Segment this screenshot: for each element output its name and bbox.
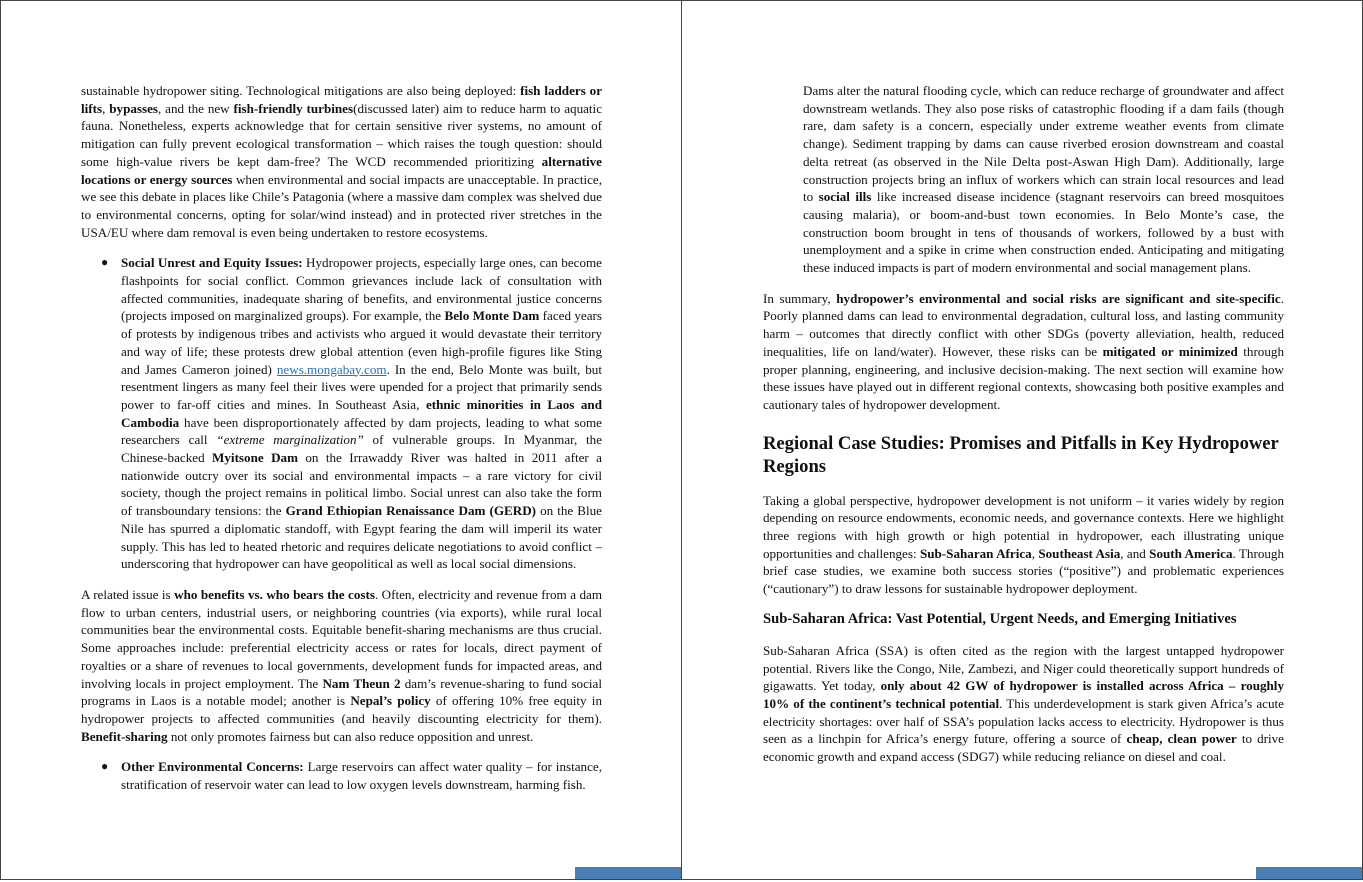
bold-text: bypasses (109, 100, 159, 116)
bold-text: Myitsone Dam (212, 450, 298, 466)
source-link[interactable]: news.mongabay.com (276, 361, 387, 377)
bold-text: Sub-Saharan Africa (919, 545, 1032, 561)
bold-text: who benefits vs. who bears the costs (174, 586, 375, 602)
page-corner-tab (575, 867, 681, 879)
text-run: like increased disease incidence (stagnant reservoirs can breed mosquitoes causing malaria), or boom-and-bust town economies. In Belo Monte’s case, the construction boom brought in tens of thousands of workers, followed by a bust with unemployment and a spike in crime when construction ended. Anticipating and mitigating these induced impacts is part of modern environmental and social management plans. (803, 189, 1284, 276)
bold-text: Nepal’s policy (350, 693, 431, 709)
bold-text: social ills (818, 189, 872, 205)
text-run: , (1031, 545, 1039, 561)
bullet-list-environment (81, 758, 602, 793)
text-run: (discussed later) aim to reduce harm to aquatic fauna. Nonetheless, experts acknowledge that for certain sensitive river systems, no amount of mitigation can fully prevent ecological transformation – which raises the tough question: should some high-value rivers be kept dam-free? The WCD recommended prioritizing (81, 100, 603, 169)
bold-text: ethnic minorities in Laos and Cambodia (121, 396, 602, 430)
paragraph-regional-intro (763, 492, 1284, 598)
text-run: have been disproportionately affected by dam projects, leading to what some researchers call (121, 414, 602, 448)
text-run: faced years of protests by indigenous tribes and activists who argued it would devastate their territory and way of life; these protests drew global attention (even high-profile figures like Sting and James Cameron joined) (121, 308, 603, 377)
bold-text: cheap, clean power (1126, 731, 1237, 747)
text-run: dam’s revenue-sharing to fund social programs in Laos is a notable model; another is (81, 675, 602, 709)
text-run: through proper planning, engineering, and inclusive decision-making. The next section will examine how these issues have played out in different regional contexts, showcasing both positive examples and cautionary tales of hydropower development. (763, 343, 1284, 412)
section-heading: Regional Case Studies: Promises and Pitfalls in Key Hydropower Regions (763, 432, 1279, 477)
text-run: Dams alter the natural flooding cycle, which can reduce recharge of groundwater and affect downstream wetlands. They also pose risks of catastrophic flooding if a dam fails (though rare, dam safety is a concern, especially under extreme weather events from climate change). Sediment trapping by dams can cause riverbed erosion downstream and coastal delta retreat (as observed in the Nile Delta post-Aswan High Dam). Additionally, large construction projects bring an influx of workers which can strain local resources and lead to (803, 83, 1284, 205)
page-corner-tab (1256, 867, 1362, 879)
subsection-heading: Sub-Saharan Africa: Vast Potential, Urgent Needs, and Emerging Initiatives (763, 610, 1237, 627)
bold-text: hydropower’s environmental and social risks are significant and site-specific (836, 290, 1281, 306)
bullet-social-unrest-text (121, 255, 602, 571)
bold-text: fish ladders or lifts (81, 83, 603, 116)
text-run: sustainable hydropower siting. Technological mitigations are also being deployed: (81, 83, 521, 98)
bold-text: Nam Theun 2 (322, 675, 401, 691)
bullet-other-environmental (101, 758, 602, 793)
text-run: , (102, 100, 110, 116)
bold-text: Southeast Asia (1038, 545, 1121, 561)
bold-text: mitigated or minimized (1102, 343, 1238, 359)
paragraph-mitigation (81, 82, 602, 241)
bold-text: alternative locations or energy sources (81, 153, 602, 187)
text-run: Taking a global perspective, hydropower development is not uniform – it varies widely by region depending on resource endowments, economic needs, and governance contexts. Here we highlight three regions with high growth or high potential in hydropower, each illustrating unique opportunities and challenges: (763, 492, 1284, 561)
text-run: to drive economic growth and expand access (SDG7) while reducing reliance on diesel and coal. (763, 731, 1284, 765)
text-run: when environmental and social impacts are unacceptable. In practice, we see this debate in places like Chile’s Patagonia (where a massive dam complex was shelved due to environmental concerns, opting for solar/wind instead) and in protected river stretches in the USA/EU where dam removal is even being undertaken to restore ecosystems. (81, 171, 602, 240)
text-run: on the Irrawaddy River was halted in 2011 after a nationwide outcry over its social and environmental impacts – a rare victory for civil society, though the project remains in political limbo. Social unrest can also take the form of transboundary tensions: the (121, 450, 602, 519)
left-page-body (81, 82, 602, 794)
text-run: . This underdevelopment is stark given Africa’s acute electricity shortages: over half of SSA’s population lacks access to electricity. Hydropower is thus seen as a linchpin for Africa’s energy future, offering a source of (763, 695, 1284, 747)
bold-text: Social Unrest and Equity Issues: (121, 255, 303, 271)
bullet-dot-icon: ● (101, 759, 109, 774)
text-run: . Through brief case studies, we examine both success stories (“positive”) and problematic experiences (“cautionary”) to draw lessons for sustainable hydropower deployment. (763, 545, 1285, 597)
text-run: Hydropower projects, especially large ones, can become flashpoints for social conflict. Common grievances include lack of consultation with affected communities, inadequate sharing of benefits, and environmental justice concerns (projects imposed on marginalized groups). For example, the (121, 255, 602, 324)
right-page-body (763, 82, 1284, 766)
right-page (681, 0, 1363, 880)
text-run: on the Blue Nile has spurred a diplomatic standoff, with Egypt fearing the dam will imperil its water supply. This has led to heated rhetoric and requires delicate negotiations to avoid conflict – underscoring that hydropower can have geopolitical as well as local social dimensions. (121, 503, 602, 572)
text-run: , and (1120, 545, 1150, 561)
text-run: . Poorly planned dams can lead to environmental degradation, cultural loss, and lasting community harm – outcomes that directly conflict with other SDGs (poverty alleviation, health, reduced inequalities, life on land/water). However, these risks can be (763, 290, 1284, 359)
text-run: of vulnerable groups. In Myanmar, the Chinese-backed (121, 432, 603, 466)
left-page (0, 0, 682, 880)
bold-text: Other Environmental Concerns: (121, 759, 304, 775)
text-run: A related issue is (81, 586, 175, 602)
paragraph-continued-bullet (763, 82, 1284, 277)
text-run: . In the end, Belo Monte was built, but resentment lingers as many feel their lives were upended for a project that primarily sends power to far-off cities and mines. In Southeast Asia, (121, 361, 602, 412)
text-run: not only promotes fairness but can also reduce opposition and unrest. (167, 728, 534, 744)
italic-text: “extreme marginalization” (216, 432, 364, 448)
bold-text: only about 42 GW of hydropower is installed across Africa – roughly 10% of the continent’s technical potential (763, 678, 1284, 711)
bold-text: fish-friendly turbines (233, 100, 354, 116)
text-run: Sub-Saharan Africa (SSA) is often cited as the region with the largest untapped hydropower potential. Rivers like the Congo, Nile, Zambezi, and Niger could theoretically support hundreds of gigawatts. Yet today, (763, 642, 1284, 694)
bullet-dot-icon: ● (101, 255, 109, 270)
text-run: In summary, (763, 290, 837, 306)
bullet-other-environmental-text (121, 759, 602, 792)
bold-text: Benefit-sharing (81, 728, 168, 744)
bullet-list-social (81, 254, 602, 573)
text-run: . Often, electricity and revenue from a dam flow to urban centers, industrial users, or neighboring countries (via exports), while rural local communities bear the environmental costs. Equitable benefit-sharing mechanisms are thus crucial. Some approaches include: preferential electricity access or rates for locals, direct payment of royalties or a share of revenues to local governments, development funds for impacted areas, and involving locals in project employment. The (81, 586, 603, 691)
bold-text: Grand Ethiopian Renaissance Dam (GERD) (285, 503, 537, 519)
paragraph-summary (763, 290, 1284, 414)
paragraph-ssa (763, 642, 1284, 766)
text-run: of offering 10% free equity in hydropower projects to affected communities (and heavily discounting electricity for them). (81, 693, 602, 726)
bold-text: South America (1149, 545, 1233, 561)
bold-text: Belo Monte Dam (444, 308, 540, 324)
text-run: , and the new (158, 100, 234, 116)
text-run: Large reservoirs can affect water quality – for instance, stratification of reservoir water can lead to low oxygen levels downstream, harming fish. (121, 759, 602, 793)
paragraph-benefits (81, 586, 602, 745)
bullet-social-unrest (101, 254, 603, 573)
